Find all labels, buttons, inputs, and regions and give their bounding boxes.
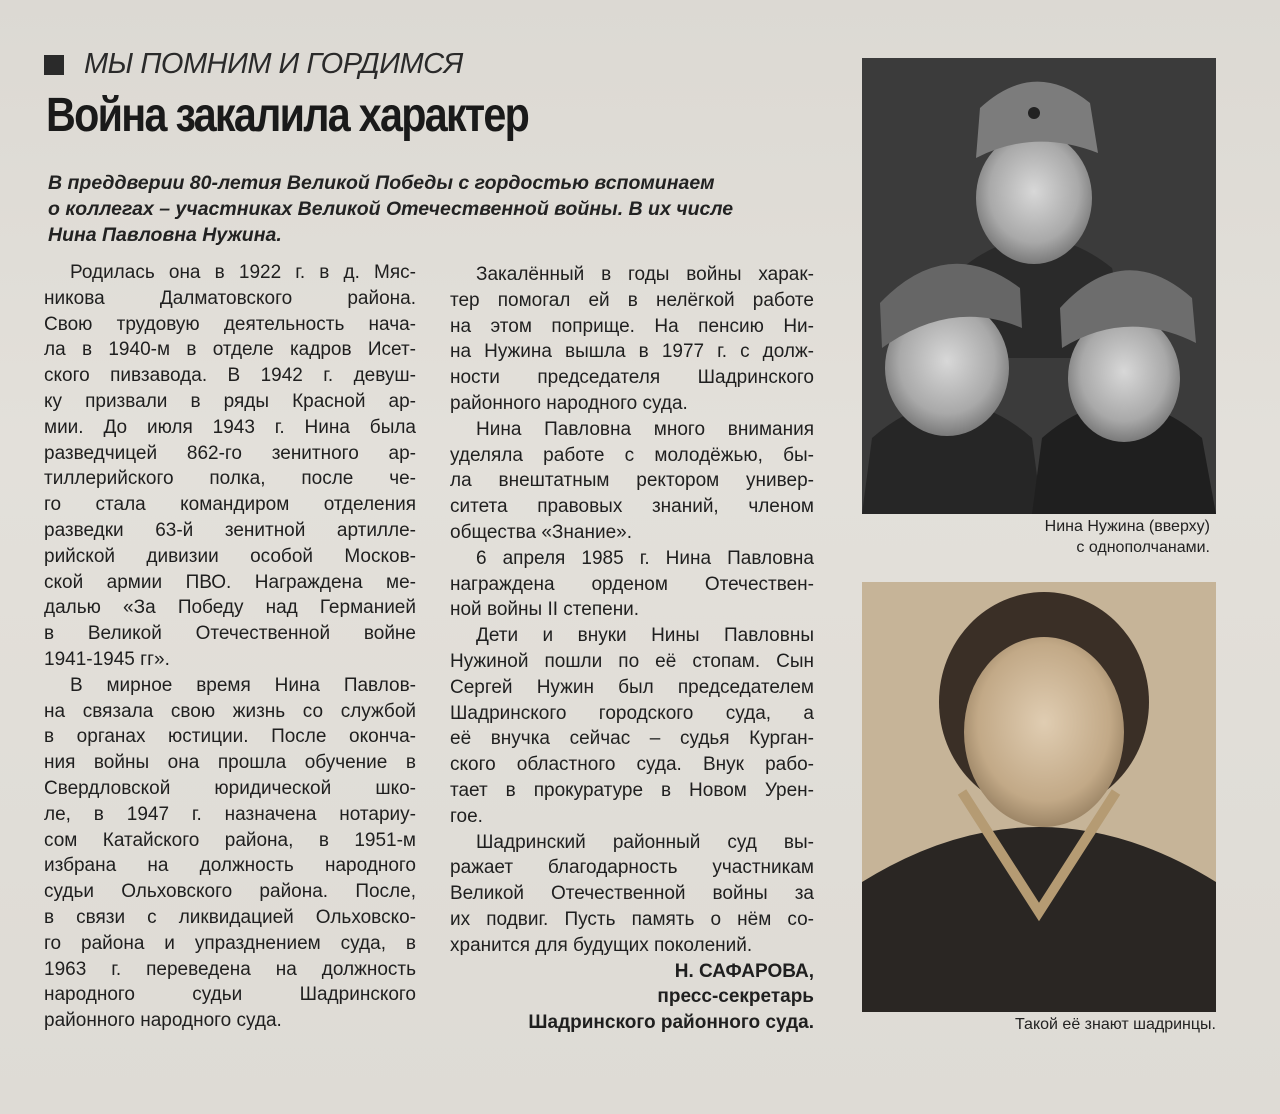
text-line: Закалённый в годы войны харак- <box>476 264 814 285</box>
text-line: ности председателя Шадринского <box>450 367 814 389</box>
text-line: районного народного суда. <box>450 392 688 414</box>
text-line: Шадринского городского суда, а <box>450 702 814 724</box>
text-line: тает в прокуратуре в Новом Урен- <box>450 779 814 801</box>
text-line: общества «Знание». <box>450 521 632 543</box>
text-line: Нужиной пошли по её стопам. Сын <box>450 650 814 672</box>
text-line: 1963 г. переведена на должность <box>44 958 416 980</box>
text-line: тиллерийского полка, после че- <box>44 468 416 490</box>
text-line: ского областного суда. Внук рабо- <box>450 754 814 776</box>
text-line: ситета правовых знаний, членом <box>450 496 814 518</box>
text-line: их подвиг. Пусть память о нём со- <box>450 908 814 930</box>
author-position: пресс-секретарь <box>657 986 814 1008</box>
text-line: разведки 63-й зенитной артилле- <box>44 519 416 541</box>
text-line: мии. До июля 1943 г. Нина была <box>44 416 416 438</box>
photo-caption-1 <box>960 516 1210 558</box>
article-column-2 <box>450 262 814 1036</box>
text-line: Нина Павловна много внимания <box>476 418 814 440</box>
photo-nina-with-comrades <box>862 58 1216 514</box>
headline: Война закалила характер <box>46 89 529 142</box>
lead-line: Нина Павловна Нужина. <box>48 224 282 246</box>
text-line: в Великой Отечественной войне <box>44 623 416 645</box>
text-line: Свою трудовую деятельность нача- <box>44 313 416 335</box>
text-line: В мирное время Нина Павлов- <box>70 674 416 696</box>
text-line: гое. <box>450 805 483 827</box>
author-organization: Шадринского районного суда. <box>528 1012 814 1034</box>
text-line: на связала свою жизнь со службой <box>44 700 416 722</box>
text-line: рийской дивизии особой Москов- <box>44 545 416 567</box>
portrait-photo-image <box>862 582 1216 1012</box>
portrait-photo <box>862 582 1216 1012</box>
photo-caption-2: Такой её знают шадринцы. <box>1015 1016 1216 1033</box>
author-signature <box>450 959 814 1036</box>
text-line: хранится для будущих поколений. <box>450 934 753 956</box>
text-line: в органах юстиции. После оконча- <box>44 726 416 748</box>
text-line: награждена орденом Отечествен- <box>450 573 814 595</box>
text-line: в связи с ликвидацией Ольховско- <box>44 906 416 928</box>
text-line: ла в 1940-м в отделе кадров Исет- <box>44 339 416 361</box>
text-line: ной войны II степени. <box>450 599 640 621</box>
text-line: ле, в 1947 г. назначена нотариу- <box>44 803 416 825</box>
text-line: народного судьи Шадринского <box>44 984 416 1006</box>
text-line: Свердловской юридической шко- <box>44 777 416 799</box>
rubric <box>44 48 463 81</box>
text-line: ской армии ПВО. Награждена ме- <box>44 571 416 593</box>
text-line: ку призвали в ряды Красной ар- <box>44 390 416 412</box>
lead-paragraph <box>48 170 818 248</box>
text-line: Дети и внуки Нины Павловны <box>476 625 814 647</box>
text-line: на Нужина вышла в 1977 г. с долж- <box>450 341 814 363</box>
text-line: судьи Ольховского района. После, <box>44 881 416 903</box>
text-line: Шадринский районный суд вы- <box>476 831 814 853</box>
text-line: Родилась она в 1922 г. в д. Мяс- <box>70 262 416 283</box>
text-line: избрана на должность народного <box>44 855 416 877</box>
text-line: 1941-1945 гг». <box>44 648 170 670</box>
text-line: ражает благодарность участникам <box>450 857 814 879</box>
text-line: ния войны она прошла обучение в <box>44 752 416 774</box>
text-line: разведчицей 862-го зенитного ар- <box>44 442 416 464</box>
text-line: уделяла работе с молодёжью, бы- <box>450 444 814 466</box>
photo-nina-with-comrades-image <box>862 58 1216 514</box>
text-line: Сергей Нужин был председателем <box>450 676 814 698</box>
caption-line: Нина Нужина (вверху) <box>1044 518 1210 535</box>
text-line: сом Катайского района, в 1951-м <box>44 829 416 851</box>
text-line: её внучка сейчас – судья Курган- <box>450 728 814 750</box>
text-line: районного народного суда. <box>44 1010 282 1032</box>
text-line: го стала командиром отделения <box>44 494 416 516</box>
lead-line: о коллегах – участниках Великой Отечественной войны. В их числе <box>48 198 734 220</box>
rubric-square-icon <box>44 55 64 75</box>
author-name: Н. САФАРОВА, <box>674 960 814 982</box>
text-line: никова Далматовского района. <box>44 287 416 309</box>
text-line: ского пивзавода. В 1942 г. девуш- <box>44 365 416 387</box>
caption-line: с однополчанами. <box>1076 539 1210 556</box>
text-line: далью «За Победу над Германией <box>44 597 416 619</box>
text-line: 6 апреля 1985 г. Нина Павловна <box>476 547 814 569</box>
text-line: го района и упразднением суда, в <box>44 932 416 954</box>
text-line: тер помогал ей в нелёгкой работе <box>450 289 814 311</box>
text-line: ла внештатным ректором универ- <box>450 470 814 492</box>
lead-line: В преддверии 80-летия Великой Победы с гордостью вспоминаем <box>48 172 715 194</box>
rubric-label: МЫ ПОМНИМ И ГОРДИМСЯ <box>84 48 463 80</box>
text-line: на этом поприще. На пенсию Ни- <box>450 315 814 337</box>
article-column-1 <box>44 260 416 1034</box>
text-line: Великой Отечественной войны за <box>450 883 814 905</box>
